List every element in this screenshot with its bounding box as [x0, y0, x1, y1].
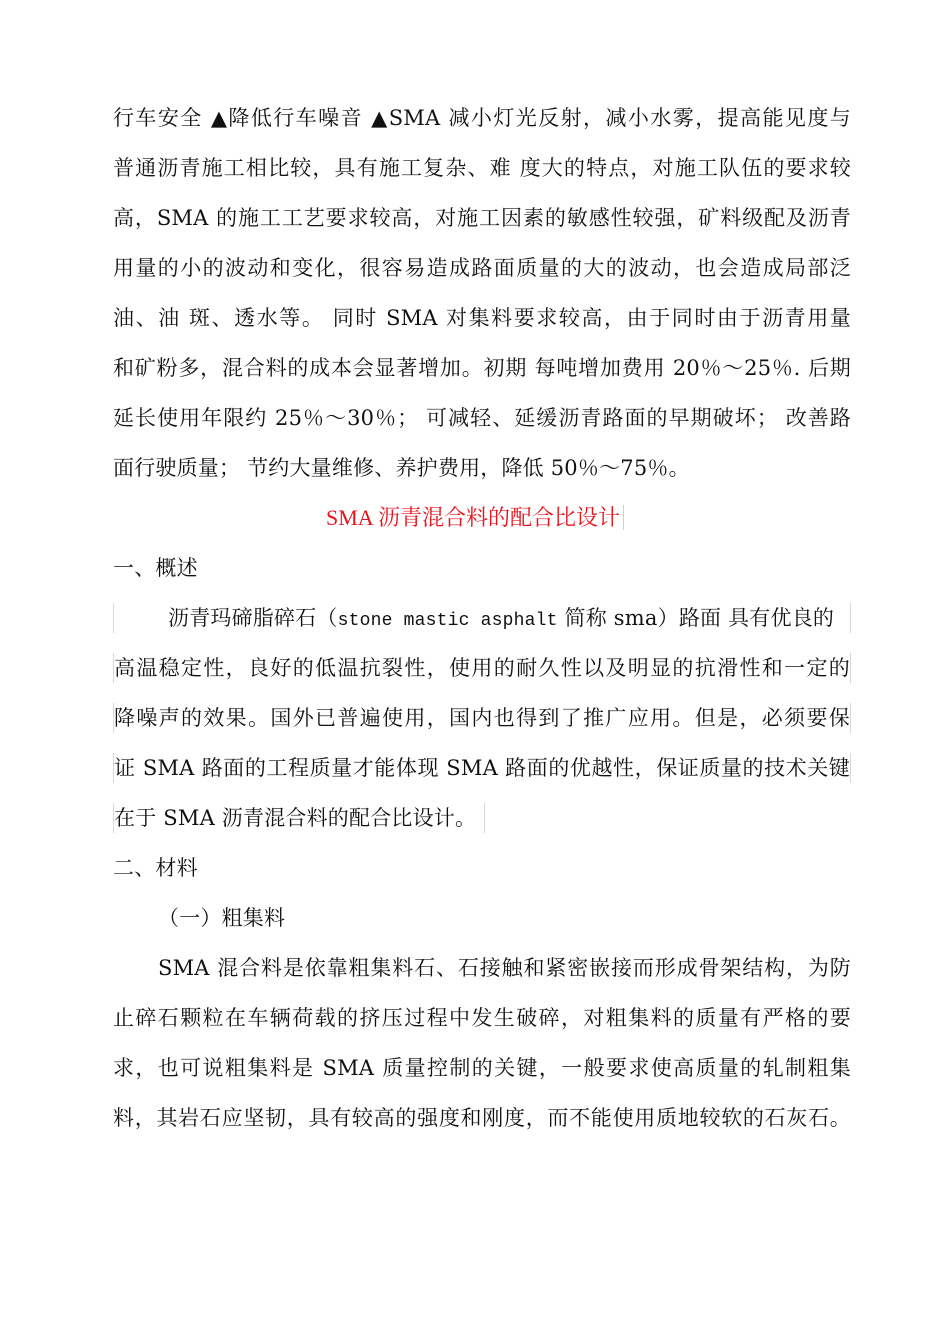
overview-line-english: stone mastic asphalt — [337, 611, 558, 631]
paragraph-line: 油、油 斑、透水等。 同时 SMA 对集料要求较高，由于同时由于沥青用量 — [113, 306, 851, 330]
paragraph-line: 高温稳定性，良好的低温抗裂性，使用的耐久性以及明显的抗滑性和一定的 — [113, 653, 851, 683]
paragraph-line: SMA 混合料是依靠粗集料石、石接触和紧密嵌接而形成骨架结构，为防 — [158, 956, 851, 980]
heading-overview: 一、概述 — [113, 556, 198, 580]
overview-line-start: 沥青玛碲脂碎石（ — [168, 606, 338, 630]
paragraph-line: 用量的小的波动和变化，很容易造成路面质量的大的波动，也会造成局部泛 — [113, 256, 851, 280]
paragraph-line: 证 SMA 路面的工程质量才能体现 SMA 路面的优越性，保证质量的技术关键 — [113, 753, 851, 783]
paragraph-line: 降噪声的效果。国外已普遍使用，国内也得到了推广应用。但是，必须要保 — [113, 703, 851, 733]
section-title-text: SMA 沥青混合料的配合比设计 — [326, 505, 624, 530]
paragraph-line: 普通沥青施工相比较，具有施工复杂、难 度大的特点，对施工队伍的要求较 — [113, 156, 851, 180]
paragraph-line: 行车安全 ▲降低行车噪音 ▲SMA 减小灯光反射，减小水雾，提高能见度与 — [113, 106, 851, 130]
paragraph-line: 面行驶质量； 节约大量维修、养护费用，降低 50％～75％。 — [113, 456, 690, 480]
paragraph-line: 求，也可说粗集料是 SMA 质量控制的关键，一般要求使高质量的轧制粗集 — [113, 1056, 851, 1080]
paragraph-line: 在于 SMA 沥青混合料的配合比设计。 — [113, 803, 485, 833]
sub-heading-coarse-aggregate: （一）粗集料 — [158, 906, 286, 930]
paragraph-line: 止碎石颗粒在车辆荷载的挤压过程中发生破碎，对粗集料的质量有严格的要 — [113, 1006, 851, 1030]
paragraph-line: 和矿粉多，混合料的成本会显著增加。初期 每吨增加费用 20％～25％. 后期 — [113, 356, 851, 380]
paragraph-line: 延长使用年限约 25％～30％； 可减轻、延缓沥青路面的早期破坏； 改善路 — [113, 406, 851, 430]
overview-line-end: 简称 sma）路面 具有优良的 — [557, 606, 835, 630]
paragraph-line — [113, 603, 851, 633]
heading-materials: 二、材料 — [113, 856, 198, 880]
section-title — [0, 502, 950, 534]
paragraph-line: 料，其岩石应坚韧，具有较高的强度和刚度，而不能使用质地较软的石灰石。 — [113, 1106, 851, 1130]
paragraph-line: 高，SMA 的施工工艺要求较高，对施工因素的敏感性较强，矿料级配及沥青 — [113, 206, 851, 230]
